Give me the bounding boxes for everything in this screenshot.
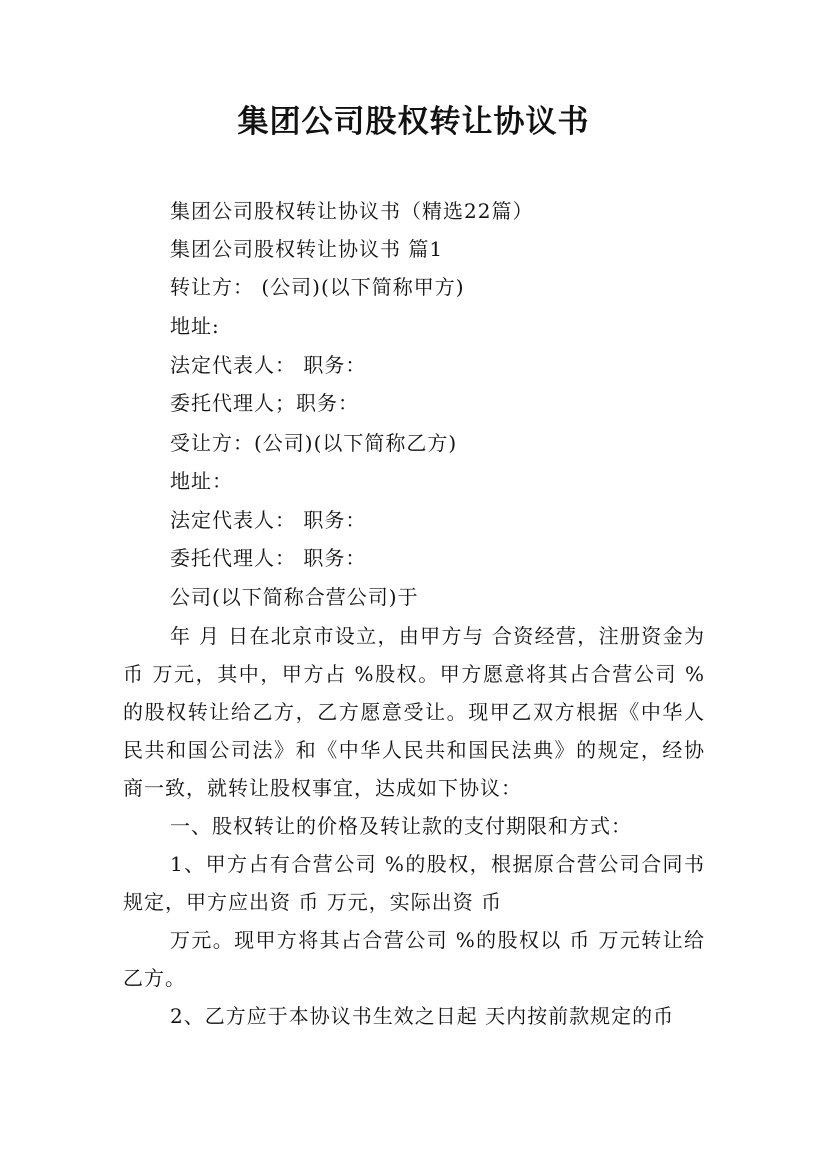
transferee-legal-rep-line: 法定代表人： 职务： — [170, 508, 367, 532]
paragraph-clause-1-1: 1、甲方占有合营公司 %的股权，根据原合营公司合同书规定，甲方应出资 币 万元，实际出资 币 — [123, 852, 705, 914]
paragraph-clause-one-heading: 一、股权转让的价格及转让款的支付期限和方式： — [170, 814, 632, 838]
transferee-line: 受让方：(公司)(以下简称乙方) — [170, 431, 458, 455]
subtitle-line: 集团公司股权转让协议书（精选22篇） — [170, 199, 534, 223]
document-title: 集团公司股权转让协议书 — [237, 104, 590, 140]
paragraph-clause-1-1-continued: 万元。现甲方将其占合营公司 %的股权以 币 万元转让给乙方。 — [123, 928, 705, 990]
transferee-agent-line: 委托代理人： 职务： — [170, 546, 367, 570]
paragraph-company-background: 年 月 日在北京市设立，由甲方与 合资经营，注册资金为 币 万元，其中，甲方占 %股权。甲方愿意将其占合营公司 %的股权转让给乙方，乙方愿意受让。现甲乙双方根据《中华人民共和国公司法》和《中华人民共和国民法典》的规定，经协商一致，就转让股权事宜，达成如下协议： — [123, 624, 705, 800]
body-text — [123, 617, 705, 1035]
transferor-agent-line: 委托代理人；职务： — [170, 391, 359, 415]
transferee-address-line: 地址： — [170, 469, 233, 493]
paragraph-clause-1-2: 2、乙方应于本协议书生效之日起 天内按前款规定的币 — [170, 1004, 675, 1028]
transferor-address-line: 地址: — [170, 314, 220, 338]
section-heading-line: 集团公司股权转让协议书 篇1 — [170, 237, 444, 261]
transferor-legal-rep-line: 法定代表人： 职务： — [170, 353, 367, 377]
transferor-line: 转让方： (公司)(以下简称甲方) — [170, 275, 465, 299]
company-intro-line: 公司(以下简称合营公司)于 — [170, 585, 419, 609]
